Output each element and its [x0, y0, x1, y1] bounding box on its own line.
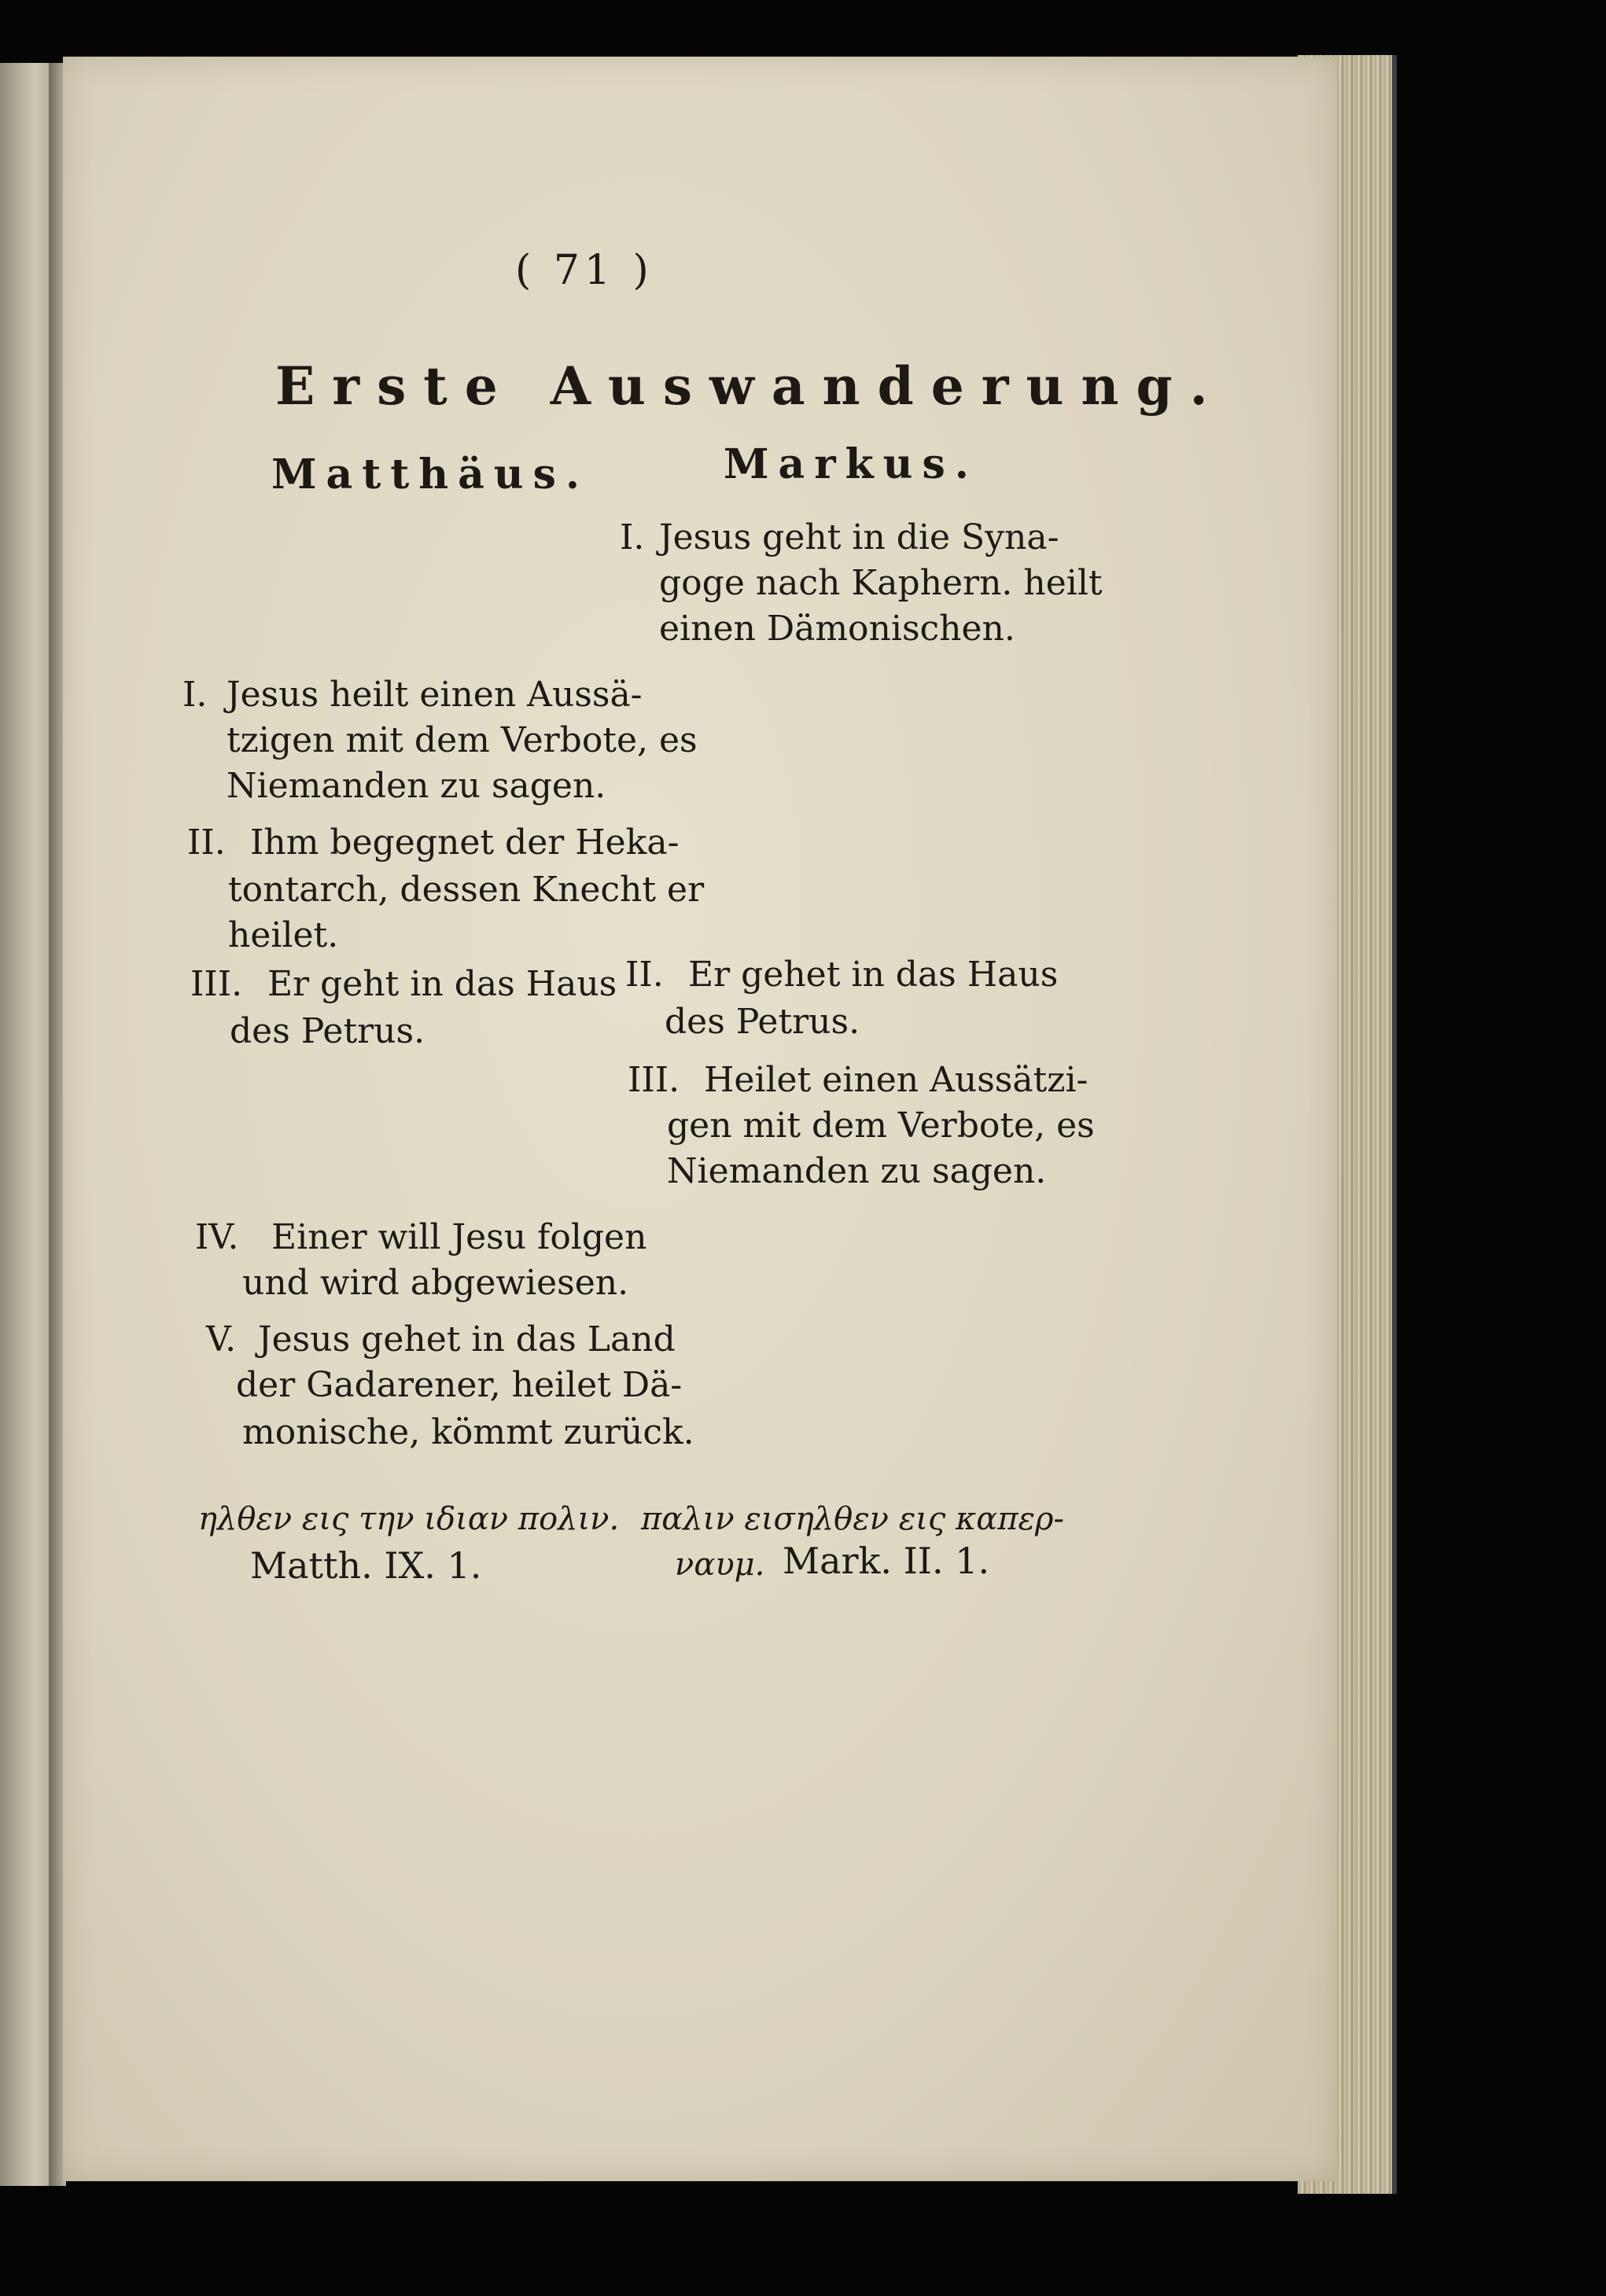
- markus-entry-3-numeral: III.: [628, 1060, 680, 1100]
- matthaeus-entry-3-line-2: des Petrus.: [230, 1011, 425, 1051]
- markus-reference: Mark. II. 1.: [783, 1540, 990, 1582]
- matthaeus-entry-4-line-1: Einer will Jesu folgen: [271, 1217, 647, 1257]
- column-title-markus: Markus.: [724, 440, 978, 488]
- markus-entry-1-numeral: I.: [620, 517, 645, 557]
- matthaeus-entry-1-line-1: Jesus heilt einen Aussä-: [227, 675, 643, 715]
- matthaeus-entry-5-numeral: V.: [206, 1319, 237, 1360]
- page-number: ( 71 ): [515, 247, 654, 294]
- matthaeus-entry-5-line-1: Jesus gehet in das Land: [258, 1319, 676, 1360]
- markus-entry-2-line-1: Er gehet in das Haus: [688, 955, 1059, 995]
- matthaeus-entry-1-line-3: Niemanden zu sagen.: [227, 766, 606, 806]
- matthaeus-entry-2-numeral: II.: [187, 822, 226, 863]
- markus-greek-quote-line-2: ναυμ.: [675, 1547, 765, 1583]
- page-title: Erste Auswanderung.: [275, 355, 1225, 417]
- markus-entry-1-line-2: goge nach Kaphern. heilt: [659, 563, 1103, 603]
- matthaeus-reference: Matth. IX. 1.: [250, 1544, 482, 1587]
- matthaeus-greek-quote: ηλθεν εις την ιδιαν πολιν.: [198, 1501, 620, 1537]
- matthaeus-entry-2-line-1: Ihm begegnet der Heka-: [250, 822, 680, 863]
- markus-entry-1-line-1: Jesus geht in die Syna-: [659, 517, 1059, 557]
- matthaeus-entry-1-line-2: tzigen mit dem Verbote, es: [227, 720, 698, 760]
- markus-entry-3-line-2: gen mit dem Verbote, es: [667, 1106, 1095, 1146]
- matthaeus-entry-1-numeral: I.: [182, 675, 208, 715]
- matthaeus-entry-5-line-2: der Gadarener, heilet Dä-: [236, 1365, 683, 1405]
- matthaeus-entry-4-line-2: und wird abgewiesen.: [242, 1263, 629, 1303]
- markus-entry-3-line-1: Heilet einen Aussätzi-: [704, 1060, 1088, 1100]
- column-title-matthaeus: Matthäus.: [271, 451, 589, 499]
- matthaeus-entry-2-line-3: heilet.: [228, 915, 339, 955]
- markus-greek-quote-line-1: παλιν εισηλθεν εις καπερ-: [641, 1501, 1065, 1537]
- matthaeus-entry-3-numeral: III.: [190, 964, 243, 1004]
- markus-entry-2-numeral: II.: [625, 955, 664, 995]
- matthaeus-entry-5-line-3: monische, kömmt zurück.: [242, 1412, 694, 1452]
- matthaeus-entry-3-line-1: Er geht in das Haus: [267, 964, 617, 1004]
- matthaeus-entry-2-line-2: tontarch, dessen Knecht er: [228, 870, 705, 910]
- markus-entry-1-line-3: einen Dämonischen.: [659, 609, 1015, 649]
- markus-entry-3-line-3: Niemanden zu sagen.: [667, 1151, 1047, 1191]
- matthaeus-entry-4-numeral: IV.: [195, 1217, 239, 1257]
- markus-entry-2-line-2: des Petrus.: [665, 1002, 860, 1042]
